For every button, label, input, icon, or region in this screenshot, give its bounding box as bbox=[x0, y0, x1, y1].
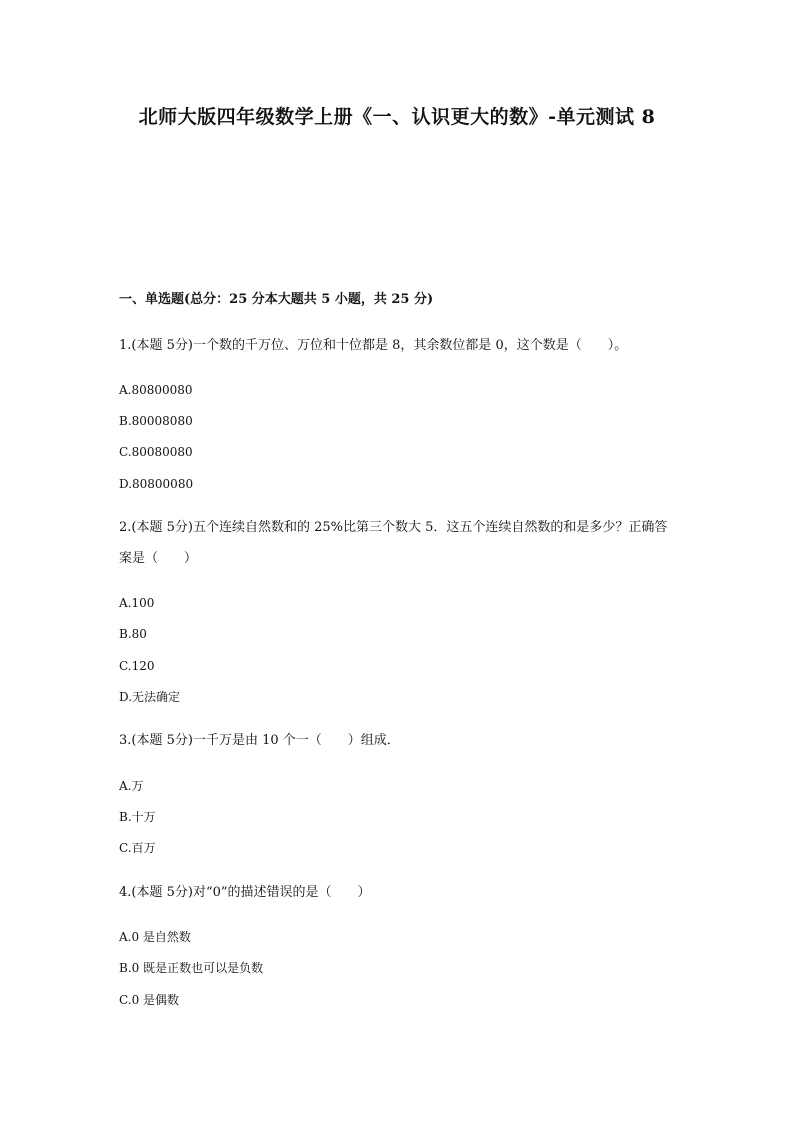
question-3-option-b: B.十万 bbox=[119, 810, 156, 824]
question-1-option-c: C.80080080 bbox=[119, 445, 193, 459]
question-4-option-c: C.0 是偶数 bbox=[119, 993, 180, 1007]
document-title: 北师大版四年级数学上册《一、认识更大的数》-单元测试 8 bbox=[138, 106, 656, 128]
question-2-option-b: B.80 bbox=[119, 627, 147, 641]
question-4-option-b: B.0 既是正数也可以是负数 bbox=[119, 961, 264, 975]
question-3-stem: 3.(本题 5分)一千万是由 10 个一（ ）组成． bbox=[119, 733, 400, 748]
question-4-option-a: A.0 是自然数 bbox=[119, 930, 191, 944]
question-4-stem: 4.(本题 5分)对“0”的描述错误的是（ ） bbox=[119, 885, 371, 900]
section-heading: 一、单选题(总分：25 分本大题共 5 小题，共 25 分) bbox=[119, 292, 434, 307]
question-2-option-c: C.120 bbox=[119, 659, 155, 673]
question-3-option-c: C.百万 bbox=[119, 841, 156, 855]
question-1-option-b: B.80008080 bbox=[119, 414, 193, 428]
question-1-option-d: D.80800080 bbox=[119, 477, 194, 491]
question-1-option-a: A.80800080 bbox=[119, 383, 193, 397]
question-3-option-a: A.万 bbox=[119, 779, 144, 793]
question-2-option-a: A.100 bbox=[119, 596, 155, 610]
question-2-option-d: D.无法确定 bbox=[119, 690, 181, 704]
question-2-stem: 2.(本题 5分)五个连续自然数和的 25%比第三个数大 5．这五个连续自然数的和是多少？正确答案是（ ） bbox=[119, 520, 668, 566]
question-1-stem: 1.(本题 5分)一个数的千万位、万位和十位都是 8，其余数位都是 0，这个数是（ ）。 bbox=[119, 338, 628, 353]
